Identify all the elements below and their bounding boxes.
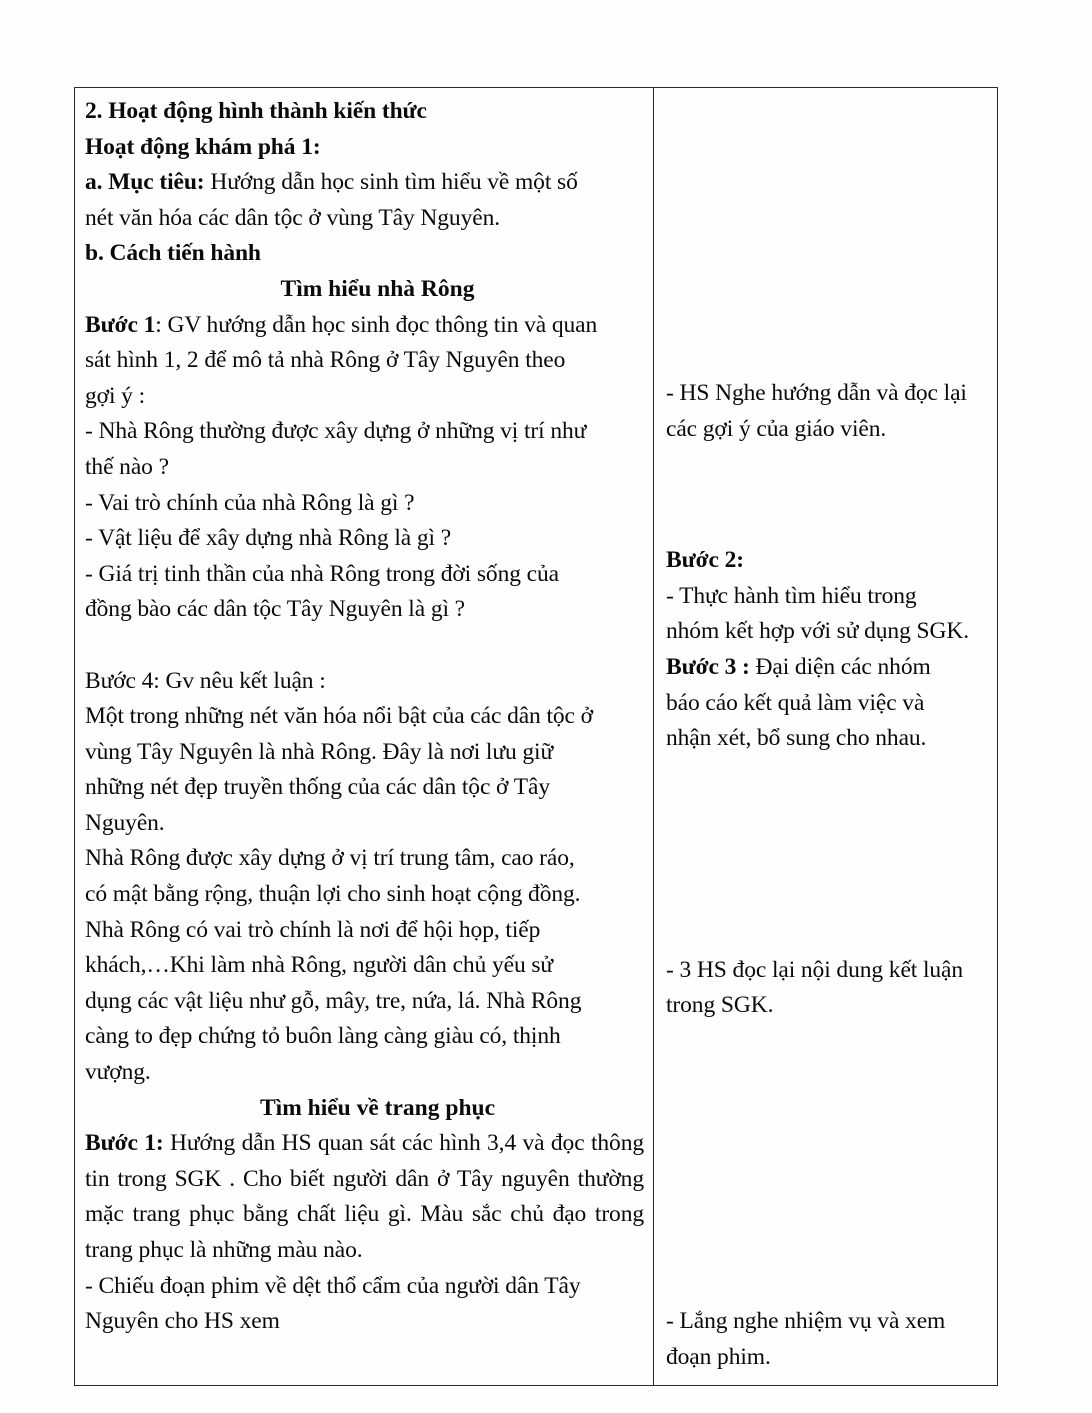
step3-label: Bước 3 : <box>666 653 750 680</box>
right-column-content <box>654 88 997 1385</box>
heading-main: 2. Hoạt động hình thành kiến thức <box>85 98 427 124</box>
lesson-plan-table <box>74 87 998 1386</box>
blank-line <box>85 628 644 664</box>
student-block4-line: trong SGK. <box>666 992 774 1019</box>
conclusion-line: Một trong những nét văn hóa nổi bật của các dân tộc ở <box>85 703 593 730</box>
step2-line: nhóm kết hợp với sử dụng SGK. <box>666 618 969 645</box>
conclusion-line: khách,…Khi làm nhà Rông, người dân chủ yếu sử <box>85 952 554 979</box>
question-line: - Nhà Rông thường được xây dựng ở những vị trí như <box>85 418 587 445</box>
goal-line-2: nét văn hóa các dân tộc ở vùng Tây Nguyên. <box>85 204 500 231</box>
left-column-content <box>75 88 653 1350</box>
spacer <box>666 94 985 376</box>
student-block5-line: - Lắng nghe nhiệm vụ và xem <box>666 1307 946 1334</box>
section-heading-trang-phuc: Tìm hiểu về trang phục <box>259 1094 496 1121</box>
student-block1-line: các gợi ý của giáo viên. <box>666 415 887 442</box>
step2-label: Bước 2: <box>666 547 744 574</box>
method-label: b. Cách tiến hành <box>85 240 261 267</box>
conclusion-line: vùng Tây Nguyên là nhà Rông. Đây là nơi lưu giữ <box>85 738 554 765</box>
spacer <box>666 1174 985 1304</box>
spacer <box>666 447 985 543</box>
step3-line-1 <box>666 650 985 686</box>
table-cell-student-activities <box>654 88 998 1386</box>
step3-line: báo cáo kết quả làm việc và <box>666 689 925 716</box>
step1-label: Bước 1 <box>85 311 156 338</box>
table-row <box>75 88 998 1386</box>
student-block1-line: - HS Nghe hướng dẫn và đọc lại <box>666 380 967 406</box>
step3-text-first: Đại diện các nhóm <box>749 653 931 680</box>
step1b-paragraph <box>85 1126 650 1268</box>
step2-line: - Thực hành tìm hiểu trong <box>666 582 917 609</box>
conclusion-line: dụng các vật liệu như gỗ, mây, tre, nứa, lá. Nhà Rông <box>85 987 582 1014</box>
conclusion-line: Nhà Rông có vai trò chính là nơi để hội họp, tiếp <box>85 916 541 943</box>
step1-text-1: : GV hướng dẫn học sinh đọc thông tin và quan <box>155 311 598 338</box>
conclusion-line: vượng. <box>85 1059 151 1086</box>
spacer <box>666 757 985 953</box>
step3-line: nhận xét, bổ sung cho nhau. <box>666 725 927 752</box>
step1-line-2: sát hình 1, 2 để mô tả nhà Rông ở Tây Nguyên theo <box>85 347 566 374</box>
step4-line: Bước 4: Gv nêu kết luận : <box>85 667 326 694</box>
goal-text-1: Hướng dẫn học sinh tìm hiểu về một số <box>204 169 578 196</box>
question-line: - Giá trị tinh thần của nhà Rông trong đời sống của <box>85 560 559 587</box>
student-block5-line: đoạn phim. <box>666 1343 771 1370</box>
conclusion-line: Nguyên. <box>85 809 165 836</box>
conclusion-line: có mật bằng rộng, thuận lợi cho sinh hoạt cộng đồng. <box>85 881 581 908</box>
step1b-text: Hướng dẫn HS quan sát các hình 3,4 và đọc thông tin trong SGK . Cho biết người dân ở Tây nguyên thường mặc trang phục bằng chất liệu gì. Màu sắc chủ đạo trong trang phục là những màu nào. <box>85 1130 650 1263</box>
step1-line-3: gợi ý : <box>85 382 146 409</box>
conclusion-line: Nhà Rông được xây dựng ở vị trí trung tâm, cao ráo, <box>85 845 575 872</box>
conclusion-line: những nét đẹp truyền thống của các dân tộc ở Tây <box>85 774 550 801</box>
step1b-label: Bước 1: <box>85 1130 164 1157</box>
goal-label: a. Mục tiêu: <box>85 169 205 196</box>
student-block4-line: - 3 HS đọc lại nội dung kết luận <box>666 956 964 983</box>
section-heading-nha-rong: Tìm hiểu nhà Rông <box>280 275 475 302</box>
conclusion-line: càng to đẹp chứng tỏ buôn làng càng giàu có, thịnh <box>85 1023 561 1050</box>
goal-line-1 <box>85 165 644 201</box>
question-line: - Vật liệu để xây dựng nhà Rông là gì ? <box>85 525 452 552</box>
heading-sub: Hoạt động khám phá 1: <box>85 133 321 160</box>
table-cell-teacher-activities <box>75 88 654 1386</box>
question-line: đồng bào các dân tộc Tây Nguyên là gì ? <box>85 596 466 623</box>
question-line: thế nào ? <box>85 453 169 480</box>
film-line: Nguyên cho HS xem <box>85 1308 280 1335</box>
spacer <box>666 1024 985 1174</box>
film-line: - Chiếu đoạn phim về dệt thổ cẩm của người dân Tây <box>85 1272 581 1299</box>
question-line: - Vai trò chính của nhà Rông là gì ? <box>85 489 415 516</box>
step1-line-1 <box>85 308 644 344</box>
